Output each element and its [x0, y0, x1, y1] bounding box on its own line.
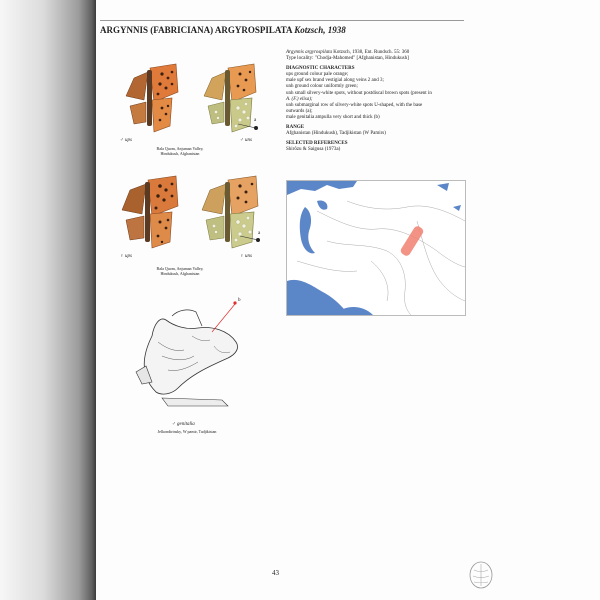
male-genitalia-drawing [132, 296, 248, 420]
species-title: ARGYNNIS (FABRICIANA) ARGYROSPILATA [100, 25, 293, 35]
female-ups-label: ♀ ups [120, 254, 132, 259]
diagnostic-line: unh small silvery-white spots, without postdiscal brown spots (present in [286, 90, 432, 96]
species-author: Kotzsch, 1938 [294, 25, 346, 35]
diagnostic-line: A. (F.) elisa); [286, 96, 313, 102]
book-gutter-shadow [0, 0, 96, 600]
genitalia-caption: Jelkondirinsky, W pamir, Tadjikistan [157, 429, 217, 434]
marker-b: b [238, 298, 241, 303]
references-heading: SELECTED REFERENCES [286, 141, 348, 147]
male-upperside-butterfly [120, 62, 180, 138]
species-text-column [286, 50, 466, 153]
female-upperside-butterfly [118, 174, 180, 254]
genitalia-label: ♂ genitalia [172, 422, 195, 427]
distribution-map-graphic [287, 181, 465, 315]
diagnostic-line: outwards (a); [286, 108, 313, 114]
diagnostic-line: unh submarginal row of silvery-white spots U-shaped, with the base [286, 102, 423, 108]
range-heading: RANGE [286, 125, 305, 131]
distribution-map [286, 180, 466, 316]
female-specimen-caption: Bala Quom, Anjuman Valley, Hindukush, Afghanistan [156, 266, 204, 276]
diagnostic-line: ups ground colour pale orange; [286, 72, 349, 78]
male-specimen-caption: Bala Quom, Anjuman Valley, Hindukush, Afghanistan [156, 146, 204, 156]
header-rule [100, 20, 464, 21]
male-ups-label: ♂ ups [120, 138, 132, 143]
marker-a-top: a [254, 118, 257, 123]
type-locality: Type locality: "Chodja-Mahomed" [Afghanistan, Hindukush] [286, 56, 409, 62]
diagnostic-line: unh ground colour uniformly green; [286, 84, 358, 90]
publisher-logo-icon [468, 560, 494, 590]
page-number: 43 [272, 569, 279, 577]
citation: Argynnis argyrospilata Kotzsch, 1938, Ent. Rundsch. 55: 360 [286, 50, 410, 55]
female-uns-label: ♀ uns [240, 254, 252, 259]
diagnostic-heading: DIAGNOSTIC CHARACTERS [286, 66, 355, 72]
diagnostic-line: male upf sex brand vestigial along veins 2 and 3; [286, 78, 384, 84]
page-title [100, 25, 346, 35]
marker-a-bottom: a [258, 231, 261, 236]
male-uns-label: ♂ uns [240, 138, 252, 143]
range-text: Afghanistan (Hindukush), Tadjikistan (W Pamirs) [286, 131, 386, 137]
marker-a-top-pointer [238, 116, 260, 132]
diagnostic-line: male genitalia ampulla very short and thick (b) [286, 114, 380, 120]
references-text: Shirôzu & Saigusa (1973a) [286, 147, 341, 153]
